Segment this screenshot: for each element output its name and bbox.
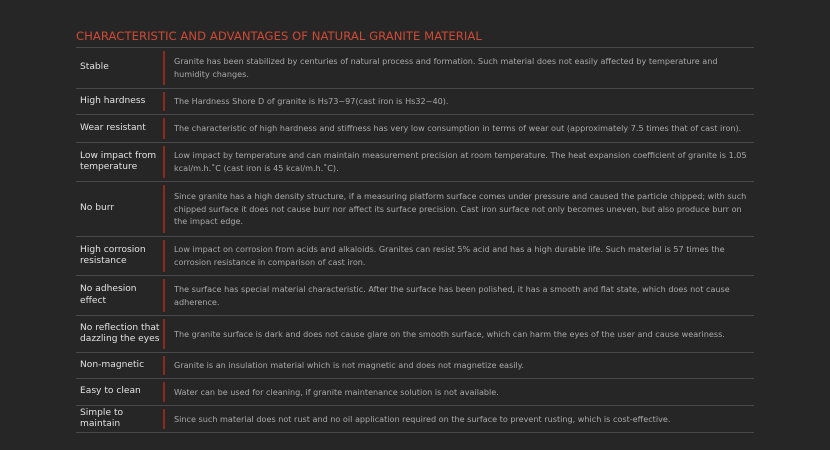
row-description: Since granite has a high density structure, if a measuring platform surface comes under pressure and caused the particle chipped; with such chipped surface it does not cause burr nor affect its surface precision. Cast iron surface not only becomes uneven, but also produce burr on the impact edge. (174, 191, 747, 227)
row-description: The surface has special material characteristic. After the surface has been polished, it has a smooth and flat state, which does not cause adherence. (174, 283, 730, 307)
row-label: Wear resistant (80, 122, 146, 133)
table-row (76, 115, 754, 143)
row-description: Low impact on corrosion from acids and alkaloids. Granites can resist 5% acid and has a high durable life. Such material is 57 times the corrosion resistance in comparison of cast iron. (174, 244, 725, 267)
row-label: High corrosion resistance (80, 244, 146, 266)
row-description: Granite has been stabilized by centuries of natural process and formation. Such material does not easily affected by temperature and humidity changes. (174, 56, 718, 79)
table-row (76, 406, 754, 433)
row-description: The granite surface is dark and does not cause glare on the smooth surface, which can harm the eyes of the user and cause weariness. (174, 328, 725, 339)
table-row (76, 379, 754, 406)
row-description: Granite is an insulation material which is not magnetic and does not magnetize easily. (174, 360, 524, 371)
row-label: Easy to clean (80, 386, 141, 397)
row-description: Water can be used for cleaning, if granite maintenance solution is not available. (174, 386, 499, 397)
row-label: No reflection that dazzling the eyes (80, 322, 160, 344)
table-row (76, 316, 754, 353)
table-row (76, 89, 754, 115)
row-label: No adhesion effect (80, 284, 137, 306)
row-label: No burr (80, 203, 115, 214)
row-label: Simple to maintain (80, 407, 124, 429)
row-label: Low impact from temperature (80, 150, 157, 172)
table-row (76, 276, 754, 316)
table-row (76, 182, 754, 237)
row-description: The characteristic of high hardness and stiffness has very low consumption in terms of wear out (approximately 7.5 times that of cast iron). (174, 123, 742, 134)
row-description: Low impact by temperature and can maintain measurement precision at room temperature. The heat expansion coefficient of granite is 1.05 kcal/m.h.˚C (cast iron is 45 kcal/m.h.˚C). (174, 150, 747, 173)
table-row (76, 353, 754, 379)
row-label: High hardness (80, 95, 146, 106)
table-row (76, 143, 754, 182)
characteristics-section (76, 28, 754, 433)
row-description: The Hardness Shore D of granite is Hs73~97(cast iron is Hs32~40). (174, 96, 449, 107)
row-label: Non-magnetic (80, 359, 145, 370)
row-label: Stable (80, 62, 109, 73)
section-title: CHARACTERISTIC AND ADVANTAGES OF NATURAL GRANITE MATERIAL (76, 29, 482, 43)
characteristics-table (76, 47, 754, 433)
table-row (76, 48, 754, 89)
row-description: Since such material does not rust and no oil application required on the surface to prevent rusting, which is cost-effective. (174, 413, 671, 424)
table-row (76, 237, 754, 276)
